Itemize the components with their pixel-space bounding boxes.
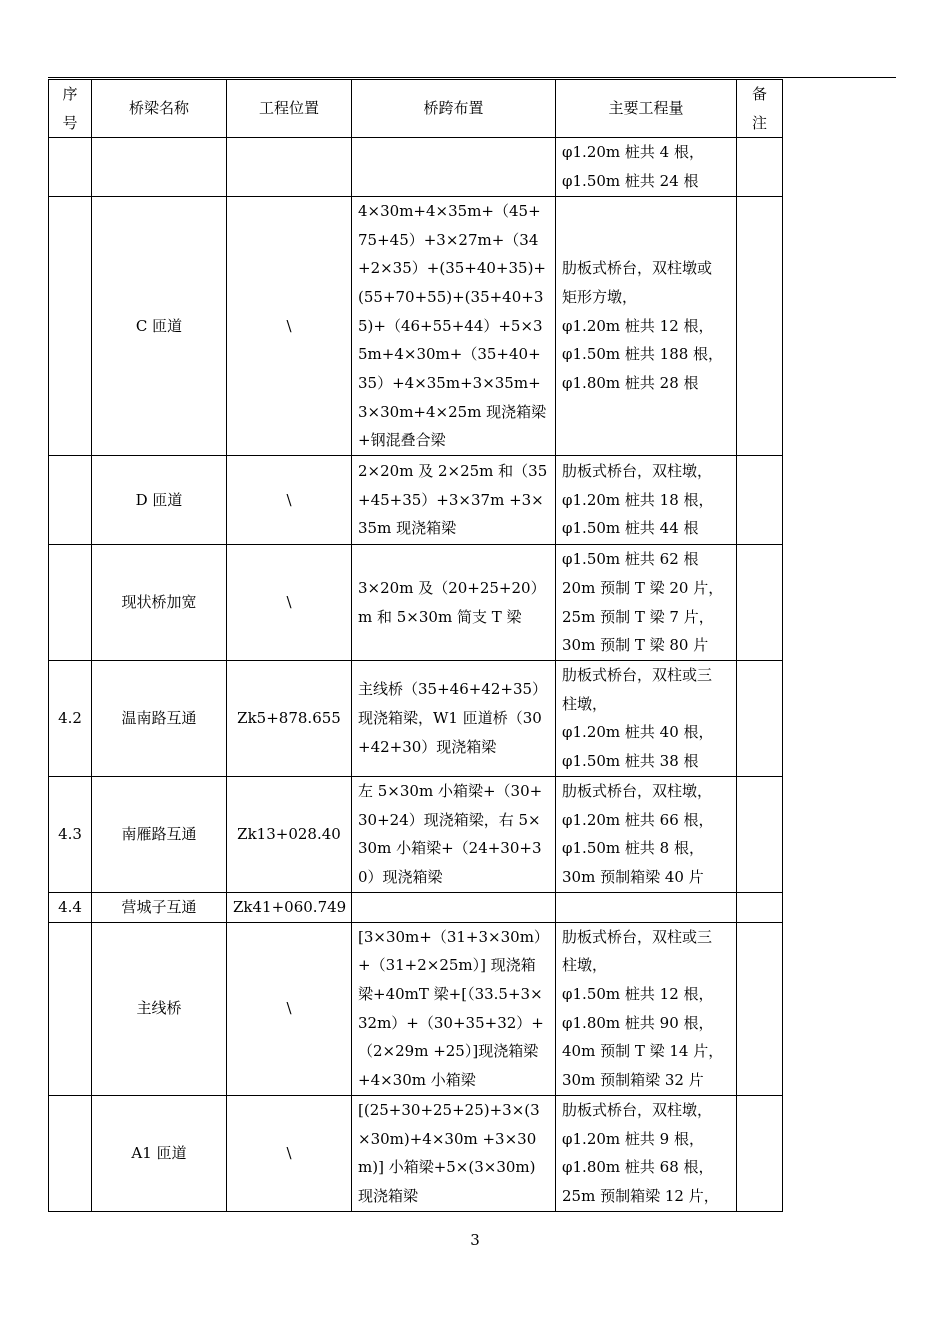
row-no: 4.2 [49, 660, 92, 776]
row-no [49, 196, 92, 455]
row-span: 3×20m 及（20+25+20）m 和 5×30m 简支 T 梁 [352, 545, 556, 661]
row-no: 4.3 [49, 776, 92, 892]
row-quantities: φ1.20m 桩共 4 根， φ1.50m 桩共 24 根 [556, 138, 737, 196]
row-span: 4×30m+4×35m+（45+75+45）+3×27m+（34+2×35）+(35+40+35)+(55+70+55)+(35+40+35)+（46+55+44）+5×35m+4×30m+（35+40+35）+4×35m+3×35m+3×30m+4×25m 现浇箱梁+钢混叠合梁 [352, 196, 556, 455]
row-no: 4.4 [49, 892, 92, 922]
row-span: [(25+30+25+25)+3×(3×30m)+4×30m +3×30m)] 小箱梁+5×(3×30m)现浇箱梁 [352, 1095, 556, 1211]
header-bridge-name: 桥梁名称 [92, 80, 227, 138]
row-name: D 匝道 [92, 456, 227, 545]
top-rule [48, 77, 896, 78]
row-no [49, 545, 92, 661]
row-quantities: 肋板式桥台，双柱墩或 矩形方墩， φ1.20m 桩共 12 根， φ1.50m 桩共 188 根， φ1.80m 桩共 28 根 [556, 196, 737, 455]
table-row [49, 196, 783, 455]
row-no [49, 138, 92, 196]
row-no [49, 456, 92, 545]
table-row [49, 922, 783, 1095]
table-row [49, 545, 783, 661]
row-name: 温南路互通 [92, 660, 227, 776]
row-name: 主线桥 [92, 922, 227, 1095]
table-row [49, 138, 783, 196]
bridge-works-table [48, 79, 783, 1212]
table-row [49, 776, 783, 892]
row-name [92, 138, 227, 196]
header-row [49, 80, 783, 138]
row-position: \ [227, 456, 352, 545]
row-remark [737, 138, 783, 196]
row-span: [3×30m+（31+3×30m）+（31+2×25m）] 现浇箱梁+40mT 梁+[（33.5+3×32m）+（30+35+32）+（2×29m +25）]现浇箱梁+4×30m 小箱梁 [352, 922, 556, 1095]
row-remark [737, 196, 783, 455]
row-position: Zk41+060.749 [227, 892, 352, 922]
header-span: 桥跨布置 [352, 80, 556, 138]
row-remark [737, 922, 783, 1095]
row-quantities: 肋板式桥台，双柱墩， φ1.20m 桩共 9 根， φ1.80m 桩共 68 根， 25m 预制箱梁 12 片， [556, 1095, 737, 1211]
row-span: 2×20m 及 2×25m 和（35+45+35）+3×37m +3×35m 现浇箱梁 [352, 456, 556, 545]
row-name: A1 匝道 [92, 1095, 227, 1211]
row-remark [737, 456, 783, 545]
row-span: 左 5×30m 小箱梁+（30+30+24）现浇箱梁，右 5×30m 小箱梁+（24+30+30）现浇箱梁 [352, 776, 556, 892]
header-remark: 备 注 [737, 80, 783, 138]
row-quantities: φ1.50m 桩共 62 根 20m 预制 T 梁 20 片， 25m 预制 T 梁 7 片， 30m 预制 T 梁 80 片 [556, 545, 737, 661]
row-name: 现状桥加宽 [92, 545, 227, 661]
row-remark [737, 1095, 783, 1211]
row-name: 营城子互通 [92, 892, 227, 922]
row-remark [737, 545, 783, 661]
row-quantities [556, 892, 737, 922]
row-position: Zk5+878.655 [227, 660, 352, 776]
row-span: 主线桥（35+46+42+35）现浇箱梁，W1 匝道桥（30+42+30）现浇箱梁 [352, 660, 556, 776]
row-span [352, 138, 556, 196]
row-remark [737, 892, 783, 922]
row-quantities: 肋板式桥台，双柱墩， φ1.20m 桩共 18 根， φ1.50m 桩共 44 根 [556, 456, 737, 545]
row-position: Zk13+028.40 [227, 776, 352, 892]
row-position: \ [227, 1095, 352, 1211]
row-remark [737, 660, 783, 776]
header-quantities: 主要工程量 [556, 80, 737, 138]
row-position: \ [227, 545, 352, 661]
row-position: \ [227, 196, 352, 455]
row-no [49, 1095, 92, 1211]
row-position: \ [227, 922, 352, 1095]
row-span [352, 892, 556, 922]
page-number: 3 [470, 1231, 480, 1249]
row-quantities: 肋板式桥台，双柱墩， φ1.20m 桩共 66 根， φ1.50m 桩共 8 根， 30m 预制箱梁 40 片 [556, 776, 737, 892]
table-row [49, 660, 783, 776]
table-row [49, 456, 783, 545]
header-no: 序 号 [49, 80, 92, 138]
header-position: 工程位置 [227, 80, 352, 138]
row-quantities: 肋板式桥台，双柱或三 柱墩， φ1.20m 桩共 40 根， φ1.50m 桩共 38 根 [556, 660, 737, 776]
row-remark [737, 776, 783, 892]
table-row [49, 1095, 783, 1211]
table-row [49, 892, 783, 922]
row-no [49, 922, 92, 1095]
row-quantities: 肋板式桥台，双柱或三 柱墩， φ1.50m 桩共 12 根， φ1.80m 桩共 90 根， 40m 预制 T 梁 14 片， 30m 预制箱梁 32 片 [556, 922, 737, 1095]
row-name: 南雁路互通 [92, 776, 227, 892]
row-name: C 匝道 [92, 196, 227, 455]
row-position [227, 138, 352, 196]
